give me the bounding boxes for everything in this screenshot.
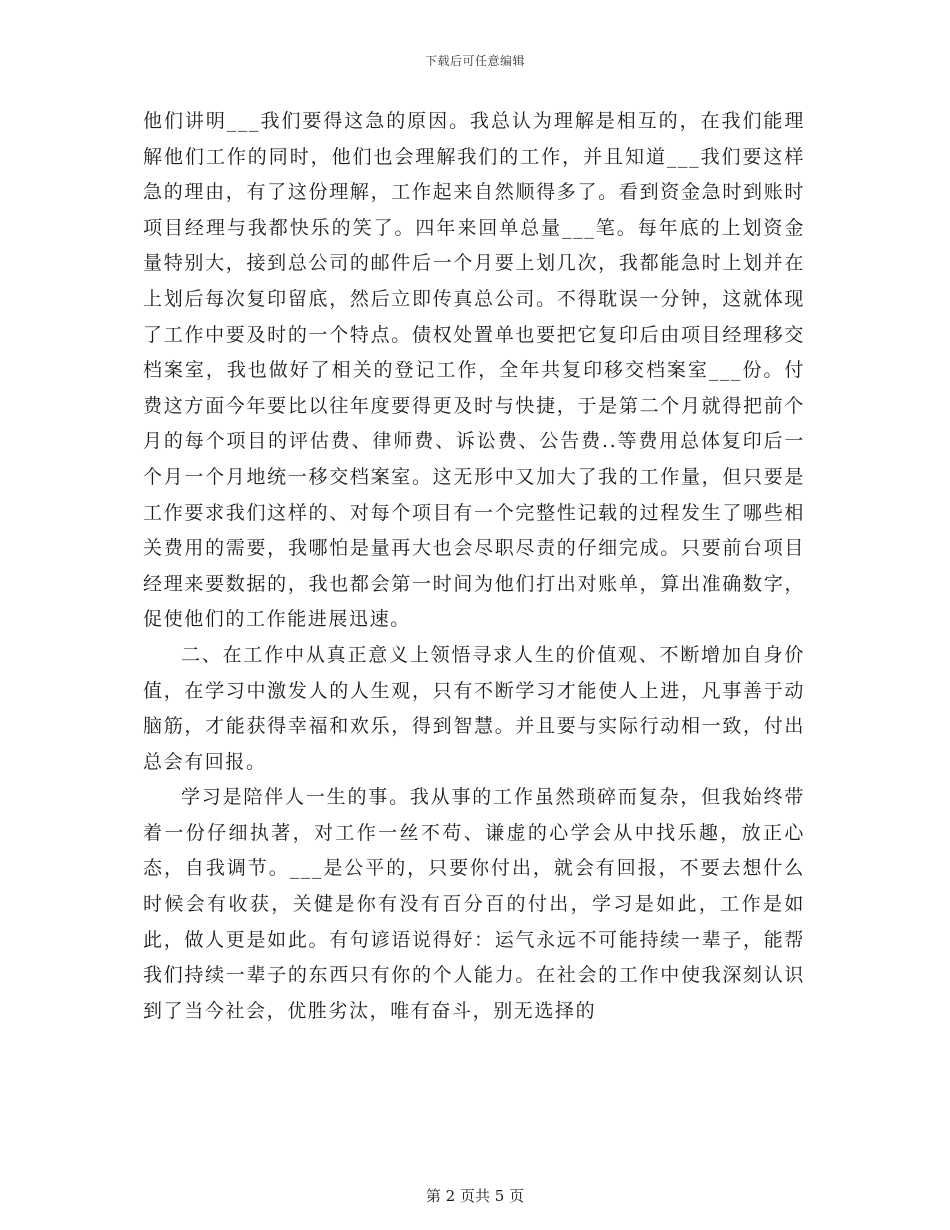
paragraph-2: 二、在工作中从真正意义上领悟寻求人生的价值观、不断增加自身价值，在学习中激发人的人生观，只有不断学习才能使人上进，凡事善于动脑筋，才能获得幸福和欢乐，得到智慧。并且要与实际行动相一致，付出总会有回报。 — [143, 643, 805, 773]
paragraph-1: 他们讲明___我们要得这急的原因。我总认为理解是相互的，在我们能理解他们工作的同时，他们也会理解我们的工作，并且知道___我们要这样急的理由，有了这份理解，工作起来自然顺得多了。看到资金急时到账时项目经理与我都快乐的笑了。四年来回单总量___笔。每年底的上划资金量特别大，接到总公司的邮件后一个月要上划几次，我都能急时上划并在上划后每次复印留底，然后立即传真总公司。不得耽误一分钟，这就体现了工作中要及时的一个特点。债权处置单也要把它复印后由项目经理移交档案室，我也做好了相关的登记工作，全年共复印移交档案室___份。付费这方面今年要比以往年度要得更及时与快捷，于是第二个月就得把前个月的每个项目的评估费、律师费、诉讼费、公告费..等费用总体复印后一个月一个月地统一移交档案室。这无形中又加大了我的工作量，但只要是工作要求我们这样的、对每个项目有一个完整性记载的过程发生了哪些相关费用的需要，我哪怕是量再大也会尽职尽责的仔细完成。只要前台项目经理来要数据的，我也都会第一时间为他们打出对账单，算出准确数字，促使他们的工作能进展迅速。 — [143, 110, 805, 631]
page-header: 下载后可任意编辑 — [424, 54, 525, 68]
document-body — [143, 104, 805, 1029]
page-footer: 第 2 页共 5 页 — [425, 1187, 525, 1205]
paragraph-3: 学习是陪伴人一生的事。我从事的工作虽然琐碎而复杂，但我始终带着一份仔细执著，对工作一丝不苟、谦虚的心学会从中找乐趣，放正心态，自我调节。___是公平的，只要你付出，就会有回报，不要去想什么时候会有收获，关健是你有没有百分百的付出，学习是如此，工作是如此，做人更是如此。有句谚语说得好：运气永远不可能持续一辈子，能帮我们持续一辈子的东西只有你的个人能力。在社会的工作中使我深刻认识到了当今社会，优胜劣汰，唯有奋斗，别无选择的 — [143, 786, 805, 1022]
